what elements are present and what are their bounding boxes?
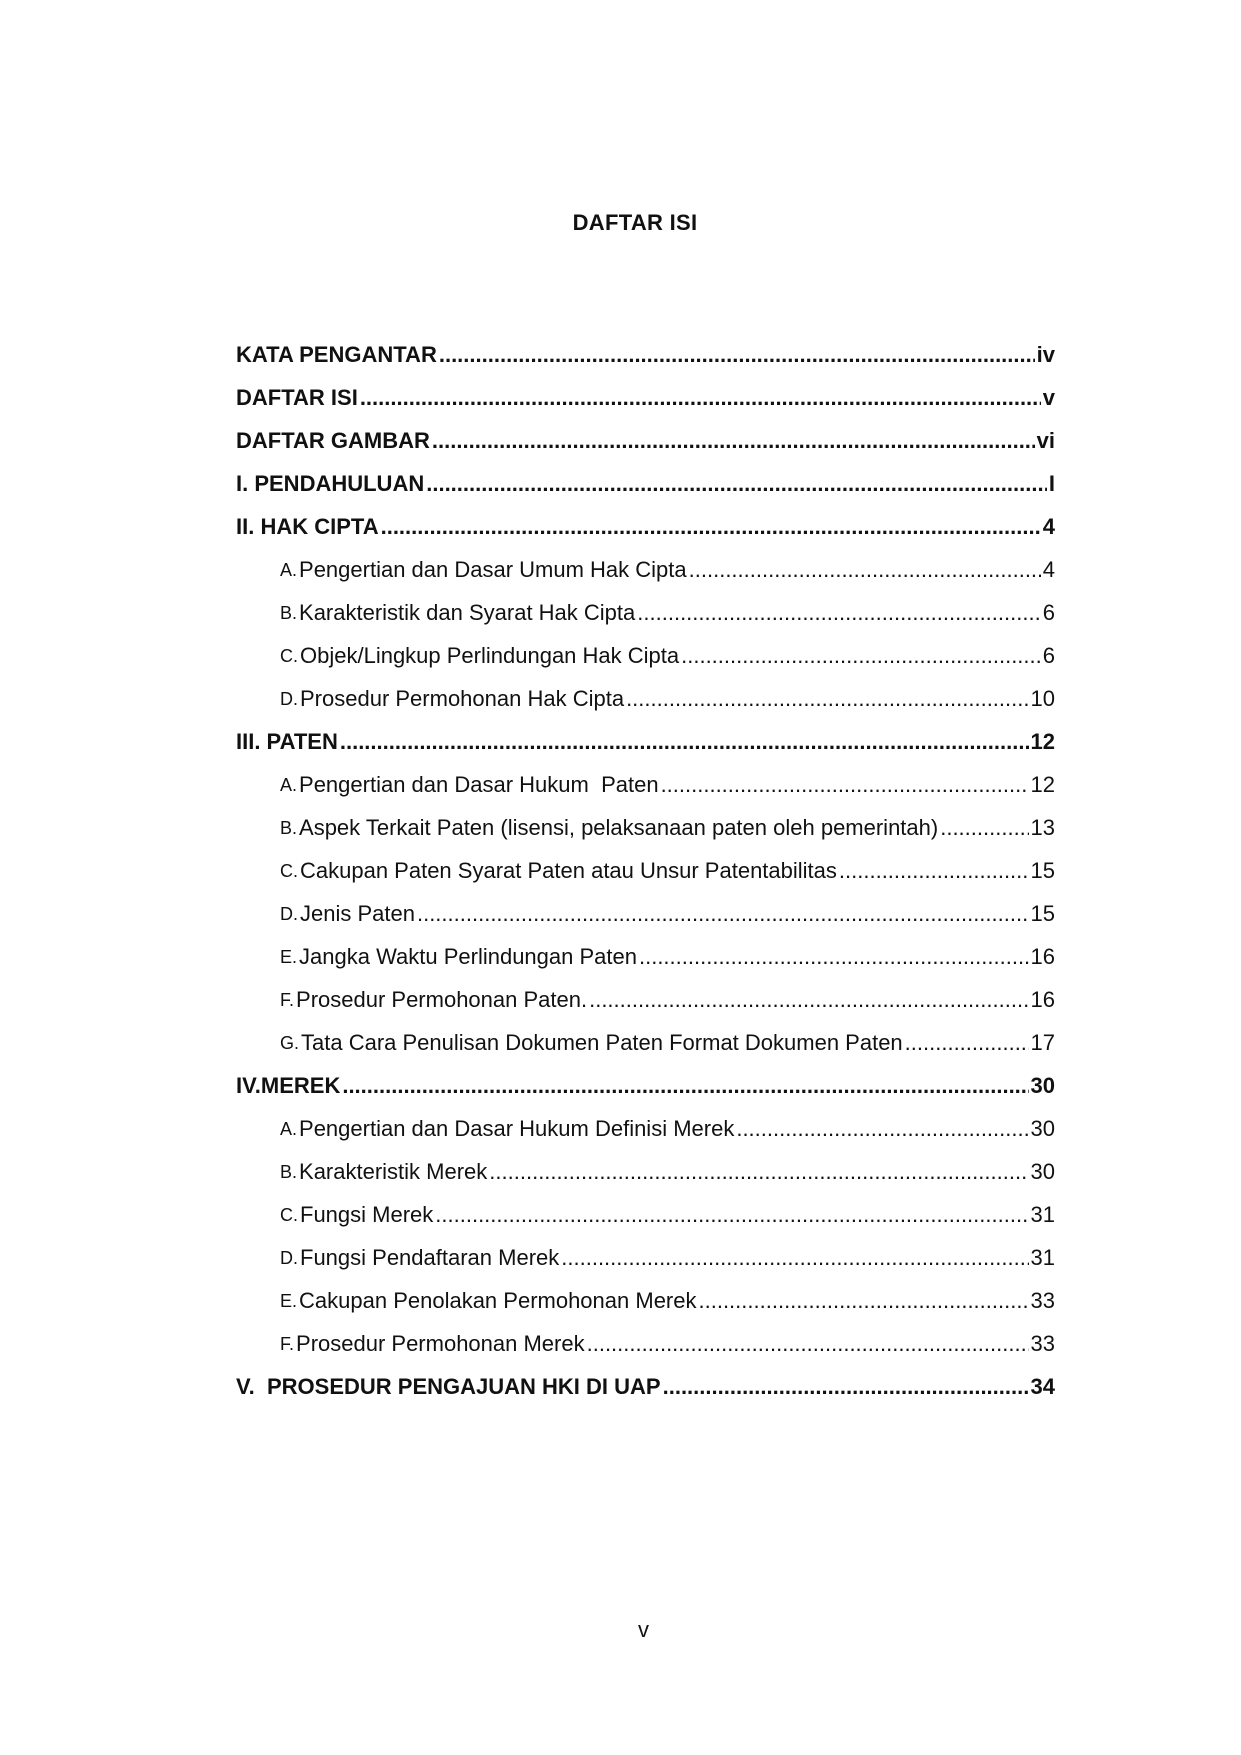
toc-entry-page-number: 13 [1030, 815, 1055, 840]
toc-entry-page-number: 30 [1030, 1159, 1055, 1184]
toc-entry-page-number: 34 [1030, 1374, 1055, 1399]
toc-entry-label-wrap [236, 1073, 340, 1099]
toc-entry-page-number: 30 [1030, 1073, 1055, 1098]
page-title: DAFTAR ISI [572, 210, 698, 235]
toc-entry[interactable] [236, 798, 1055, 841]
toc-entry-dot-leader [342, 1073, 1028, 1099]
toc-entry-label: Objek/Lingkup Perlindungan Hak Cipta [300, 643, 680, 668]
toc-entry-prefix: A. [280, 775, 298, 795]
toc-entry[interactable] [236, 1099, 1055, 1142]
toc-entry[interactable] [236, 1228, 1055, 1271]
toc-entry[interactable] [236, 1185, 1055, 1228]
toc-entry-dot-leader [699, 1288, 1029, 1314]
toc-entry-label-wrap [236, 385, 358, 411]
toc-entry-label-wrap [280, 1288, 697, 1314]
toc-entry-page-number: 33 [1030, 1331, 1055, 1356]
toc-entry[interactable] [236, 669, 1055, 712]
toc-entry[interactable] [236, 454, 1055, 497]
toc-entry-dot-leader [489, 1159, 1028, 1185]
toc-entry[interactable] [236, 841, 1055, 884]
toc-entry-page-number: 12 [1030, 772, 1055, 797]
toc-entry[interactable] [236, 970, 1055, 1013]
toc-entry-dot-leader [639, 944, 1029, 970]
toc-entry-dot-leader [340, 729, 1029, 755]
toc-entry-page-number: 6 [1042, 643, 1055, 668]
toc-entry[interactable] [236, 325, 1055, 368]
toc-entry-prefix: D. [280, 904, 298, 924]
toc-entry-dot-leader [439, 342, 1035, 368]
toc-entry-label-wrap [280, 557, 687, 583]
toc-entry-prefix: B. [280, 818, 298, 838]
toc-entry-dot-leader [381, 514, 1041, 540]
toc-entry-label-wrap [280, 1116, 734, 1142]
toc-entry[interactable] [236, 1142, 1055, 1185]
toc-entry[interactable] [236, 927, 1055, 970]
toc-entry-dot-leader [736, 1116, 1028, 1142]
toc-entry-label-wrap [280, 1331, 585, 1357]
toc-entry-prefix: G. [280, 1033, 300, 1053]
toc-entry-prefix: A. [280, 1119, 298, 1139]
toc-entry-prefix: F. [280, 1334, 295, 1354]
toc-entry-dot-leader [637, 600, 1040, 626]
toc-entry-dot-leader [905, 1030, 1029, 1056]
toc-entry-label-wrap [280, 686, 624, 712]
toc-entry-page-number: 4 [1042, 557, 1055, 582]
toc-entry-page-number: 16 [1030, 987, 1055, 1012]
toc-entry-prefix: F. [280, 990, 295, 1010]
toc-entry[interactable] [236, 1314, 1055, 1357]
toc-entry-prefix: B. [280, 1162, 298, 1182]
toc-entry[interactable] [236, 712, 1055, 755]
toc-entry-label: III. PATEN [236, 729, 338, 754]
toc-entry-prefix: E. [280, 1291, 298, 1311]
toc-entry-dot-leader [426, 471, 1047, 497]
toc-entry-label: II. HAK CIPTA [236, 514, 379, 539]
toc-entry-label-wrap [280, 1202, 433, 1228]
toc-entry-label: V. PROSEDUR PENGAJUAN HKI DI UAP [236, 1374, 661, 1399]
toc-entry-dot-leader [435, 1202, 1028, 1228]
toc-entry-prefix: C. [280, 646, 298, 666]
toc-entry-label: DAFTAR ISI [236, 385, 358, 410]
toc-entry-dot-leader [689, 557, 1041, 583]
toc-entry[interactable] [236, 755, 1055, 798]
toc-entry-label: Fungsi Merek [300, 1202, 434, 1227]
toc-entry-page-number: 16 [1030, 944, 1055, 969]
footer-page-number: v [638, 1617, 649, 1642]
toc-entry-label-wrap [280, 1245, 559, 1271]
toc-entry-page-number: 30 [1030, 1116, 1055, 1141]
toc-entry-label: Aspek Terkait Paten (lisensi, pelaksanaan paten oleh pemerintah) [299, 815, 939, 840]
toc-entry-prefix: A. [280, 560, 298, 580]
toc-entry-label: Tata Cara Penulisan Dokumen Paten Format Dokumen Paten [301, 1030, 903, 1055]
toc-entry-page-number: 31 [1030, 1202, 1055, 1227]
toc-entry-dot-leader [940, 815, 1028, 841]
toc-entry-label: Pengertian dan Dasar Umum Hak Cipta [299, 557, 687, 582]
toc-entry-page-number: 10 [1030, 686, 1055, 711]
toc-entry-prefix: D. [280, 689, 298, 709]
toc-entry-label: IV.MEREK [236, 1073, 341, 1098]
toc-entry-label: Pengertian dan Dasar Hukum Definisi Merek [299, 1116, 735, 1141]
toc-entry-label-wrap [236, 342, 437, 368]
toc-entry-label-wrap [236, 428, 430, 454]
toc-entry[interactable] [236, 1013, 1055, 1056]
toc-entry-label-wrap [280, 1030, 903, 1056]
toc-entry-dot-leader [417, 901, 1029, 927]
toc-entry-prefix: D. [280, 1248, 298, 1268]
toc-entry[interactable] [236, 368, 1055, 411]
toc-entry-page-number: 33 [1030, 1288, 1055, 1313]
toc-entry-label-wrap [280, 1159, 487, 1185]
toc-entry-label: Prosedur Permohonan Hak Cipta [300, 686, 625, 711]
toc-entry-label: Jangka Waktu Perlindungan Paten [299, 944, 637, 969]
toc-entry-label-wrap [280, 815, 938, 841]
toc-entry-prefix: C. [280, 861, 298, 881]
toc-entry-label: Cakupan Penolakan Permohonan Merek [299, 1288, 697, 1313]
toc-entry-page-number: vi [1036, 428, 1055, 453]
toc-entry-page-number: 17 [1030, 1030, 1055, 1055]
toc-entry-label-wrap [280, 858, 837, 884]
toc-entry[interactable] [236, 583, 1055, 626]
toc-entry[interactable] [236, 1357, 1055, 1400]
toc-entry[interactable] [236, 411, 1055, 454]
toc-entry-page-number: 15 [1030, 858, 1055, 883]
toc-entry-dot-leader [587, 1331, 1029, 1357]
toc-entry-dot-leader [663, 1374, 1029, 1400]
toc-entry[interactable] [236, 884, 1055, 927]
toc-entry[interactable] [236, 1271, 1055, 1314]
toc-entry-label: Prosedur Permohonan Merek [296, 1331, 585, 1356]
toc-entry-prefix: E. [280, 947, 298, 967]
toc-entry-label: Prosedur Permohonan Paten. [296, 987, 588, 1012]
toc-entry-label-wrap [280, 944, 637, 970]
toc-entry-label: DAFTAR GAMBAR [236, 428, 430, 453]
toc-entry-label: KATA PENGANTAR [236, 342, 437, 367]
toc-entry-page-number: I [1048, 471, 1055, 496]
toc-entry-page-number: 6 [1042, 600, 1055, 625]
toc-entry-page-number: iv [1036, 342, 1055, 367]
toc-entry-page-number: 12 [1030, 729, 1055, 754]
toc-entry[interactable] [236, 1056, 1055, 1099]
toc-entry-dot-leader [589, 987, 1028, 1013]
toc-entry-dot-leader [432, 428, 1035, 454]
toc-entry-page-number: 4 [1042, 514, 1055, 539]
toc-entry[interactable] [236, 497, 1055, 540]
toc-entry-page-number: 31 [1030, 1245, 1055, 1270]
table-of-contents [236, 325, 1055, 1400]
toc-entry-label-wrap [236, 729, 338, 755]
toc-entry-label-wrap [280, 772, 659, 798]
toc-entry-label: I. PENDAHULUAN [236, 471, 425, 496]
toc-entry-page-number: 15 [1030, 901, 1055, 926]
toc-entry-dot-leader [839, 858, 1029, 884]
toc-entry-dot-leader [661, 772, 1029, 798]
toc-entry-dot-leader [626, 686, 1028, 712]
toc-entry-label: Pengertian dan Dasar Hukum Paten [299, 772, 659, 797]
toc-entry-prefix: C. [280, 1205, 298, 1225]
toc-entry-label-wrap [236, 514, 379, 540]
toc-entry-prefix: B. [280, 603, 298, 623]
toc-entry-label-wrap [280, 600, 635, 626]
toc-entry-label-wrap [236, 471, 424, 497]
toc-entry-dot-leader [561, 1245, 1028, 1271]
toc-entry-label: Karakteristik dan Syarat Hak Cipta [299, 600, 636, 625]
toc-entry-label-wrap [280, 901, 415, 927]
toc-entry-label: Cakupan Paten Syarat Paten atau Unsur Patentabilitas [300, 858, 837, 883]
toc-entry-dot-leader [360, 385, 1041, 411]
toc-entry-label-wrap [280, 987, 587, 1013]
toc-entry-label-wrap [280, 643, 679, 669]
toc-entry[interactable] [236, 540, 1055, 583]
toc-entry-dot-leader [681, 643, 1041, 669]
toc-entry-label-wrap [236, 1374, 661, 1400]
toc-entry-page-number: v [1042, 385, 1055, 410]
toc-entry-label: Jenis Paten [300, 901, 415, 926]
toc-entry[interactable] [236, 626, 1055, 669]
toc-entry-label: Karakteristik Merek [299, 1159, 488, 1184]
toc-entry-label: Fungsi Pendaftaran Merek [300, 1245, 560, 1270]
